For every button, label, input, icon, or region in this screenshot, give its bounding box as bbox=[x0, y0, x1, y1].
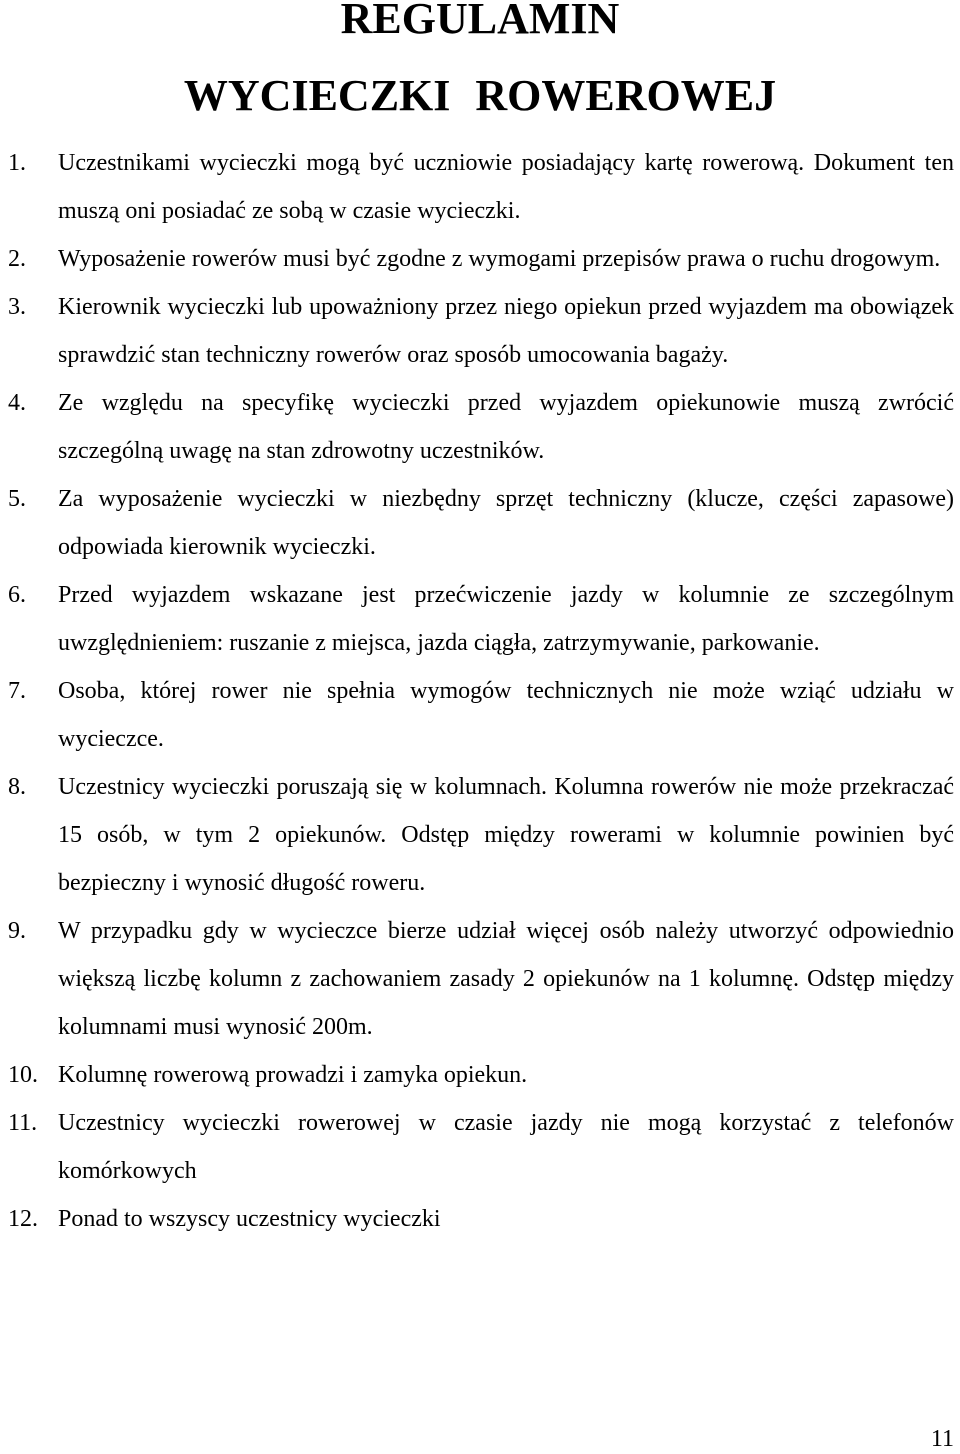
rule-number: 1. bbox=[8, 150, 26, 176]
rule-number: 11. bbox=[8, 1110, 38, 1136]
list-item bbox=[0, 907, 960, 1051]
rules-list bbox=[0, 139, 960, 1243]
rule-number: 3. bbox=[8, 294, 26, 320]
list-item bbox=[0, 235, 960, 283]
rule-number: 10. bbox=[8, 1062, 38, 1088]
rule-text: Uczestnikami wycieczki mogą być uczniowie posiadający kartę rowerową. Dokument ten muszą oni posiadać ze sobą w czasie wycieczki. bbox=[58, 150, 954, 224]
list-item bbox=[0, 283, 960, 379]
rule-text: Kierownik wycieczki lub upoważniony przez niego opiekun przed wyjazdem ma obowiązek sprawdzić stan techniczny rowerów oraz sposób umocowania bagaży. bbox=[58, 294, 954, 368]
list-item bbox=[0, 763, 960, 907]
list-item bbox=[0, 1099, 960, 1195]
rule-number: 12. bbox=[8, 1206, 38, 1232]
list-item bbox=[0, 379, 960, 475]
rule-text: Ze względu na specyfikę wycieczki przed wyjazdem opiekunowie muszą zwrócić szczególną uwagę na stan zdrowotny uczestników. bbox=[58, 390, 954, 464]
list-item bbox=[0, 1195, 960, 1243]
rule-number: 4. bbox=[8, 390, 26, 416]
list-item bbox=[0, 571, 960, 667]
list-item bbox=[0, 667, 960, 763]
rule-number: 8. bbox=[8, 774, 26, 800]
list-item bbox=[0, 475, 960, 571]
rule-text: Za wyposażenie wycieczki w niezbędny sprzęt techniczny (klucze, części zapasowe) odpowiada kierownik wycieczki. bbox=[58, 486, 954, 560]
rule-number: 5. bbox=[8, 486, 26, 512]
page-number: 11 bbox=[930, 1426, 954, 1452]
list-item bbox=[0, 139, 960, 235]
rule-text: Uczestnicy wycieczki rowerowej w czasie jazdy nie mogą korzystać z telefonów komórkowych bbox=[58, 1110, 954, 1184]
rule-text: W przypadku gdy w wycieczce bierze udział więcej osób należy utworzyć odpowiednio większą liczbę kolumn z zachowaniem zasady 2 opiekunów na 1 kolumnę. Odstęp między kolumnami musi wynosić 200m. bbox=[58, 918, 954, 1040]
document-title-line-1: REGULAMIN bbox=[340, 0, 620, 43]
rule-text: Osoba, której rower nie spełnia wymogów technicznych nie może wziąć udziału w wycieczce. bbox=[58, 678, 954, 752]
list-item bbox=[0, 1051, 960, 1099]
rule-number: 2. bbox=[8, 246, 26, 272]
rule-text: Ponad to wszyscy uczestnicy wycieczki bbox=[58, 1206, 441, 1232]
rule-text: Wyposażenie rowerów musi być zgodne z wymogami przepisów prawa o ruchu drogowym. bbox=[58, 246, 941, 272]
document-title-line-2: WYCIECZKI ROWEROWEJ bbox=[183, 71, 777, 120]
rule-text: Uczestnicy wycieczki poruszają się w kolumnach. Kolumna rowerów nie może przekraczać 15 osób, w tym 2 opiekunów. Odstęp między rowerami w kolumnie powinien być bezpieczny i wynosić długość roweru. bbox=[58, 774, 954, 896]
rule-text: Przed wyjazdem wskazane jest przećwiczenie jazdy w kolumnie ze szczególnym uwzględnieniem: ruszanie z miejsca, jazda ciągła, zatrzymywanie, parkowanie. bbox=[58, 582, 954, 656]
rule-number: 7. bbox=[8, 678, 26, 704]
rule-number: 6. bbox=[8, 582, 26, 608]
rule-number: 9. bbox=[8, 918, 26, 944]
rule-text: Kolumnę rowerową prowadzi i zamyka opiekun. bbox=[58, 1062, 528, 1088]
